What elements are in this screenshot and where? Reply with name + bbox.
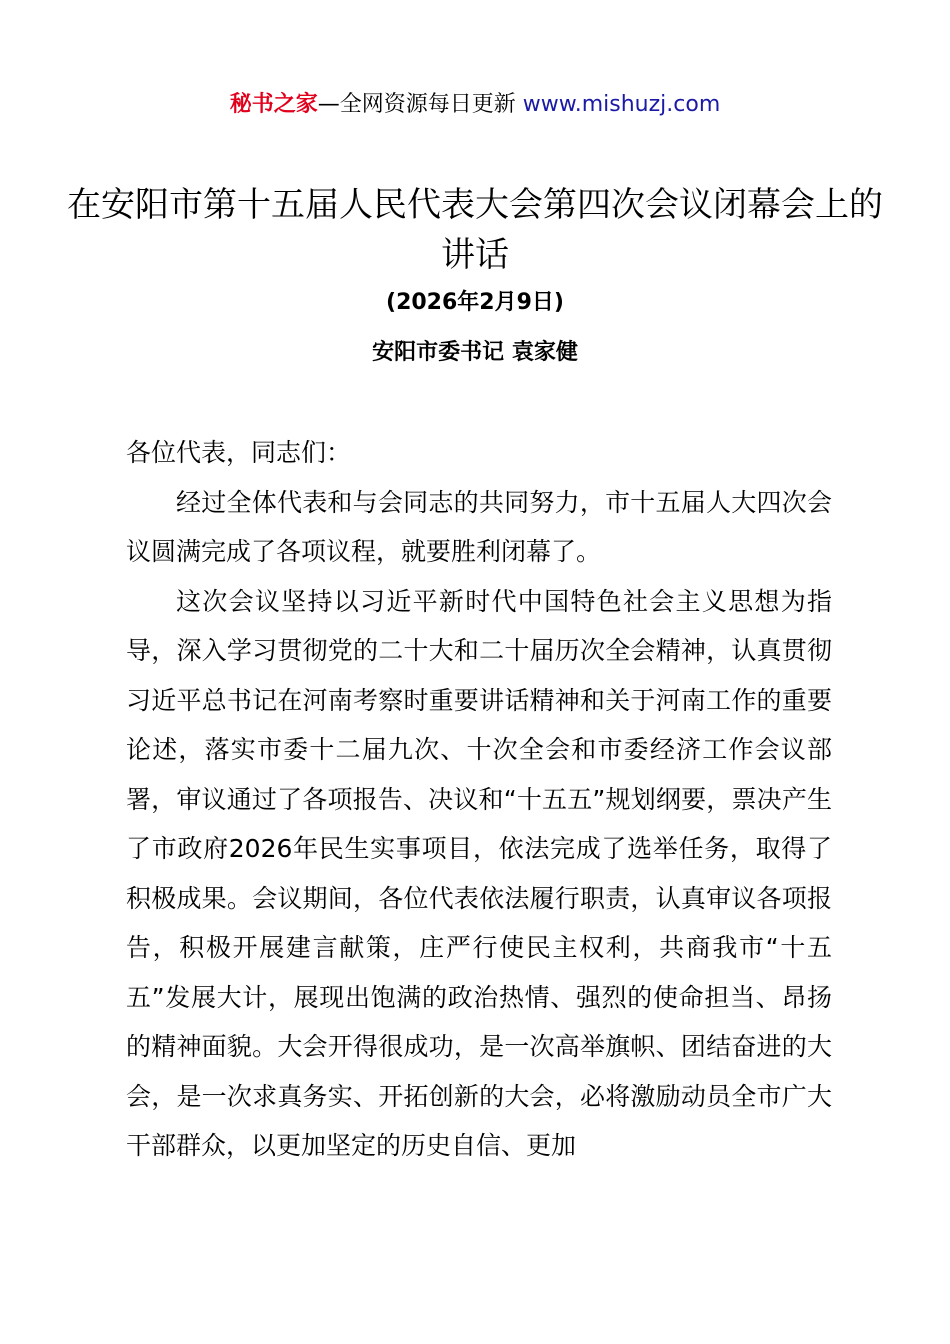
site-url-link[interactable]: www.mishuzj.com [522,92,721,117]
document-title: 在安阳市第十五届人民代表大会第四次会议闭幕会上的讲话 [67,185,883,275]
brand-name: 秘书之家 [229,92,318,117]
document-body [126,428,832,1171]
body-paragraph: 经过全体代表和与会同志的共同努力，市十五届人大四次会议圆满完成了各项议程，就要胜利闭幕了。 [126,487,832,566]
speech-author: 安阳市委书记 袁家健 [372,340,578,365]
header-tagline: —全网资源每日更新 [317,92,516,117]
speech-date: (2026年2月9日) [386,290,564,315]
site-header [0,88,950,122]
salutation: 各位代表，同志们： [126,438,352,467]
body-paragraph: 这次会议坚持以习近平新时代中国特色社会主义思想为指导，深入学习贯彻党的二十大和二十届历次全会精神，认真贯彻习近平总书记在河南考察时重要讲话精神和关于河南工作的重要论述，落实市委十二届九次、十次全会和市委经济工作会议部署，审议通过了各项报告、决议和“十五五”规划纲要，票决产生了市政府2026年民生实事项目，依法完成了选举任务，取得了积极成果。会议期间，各位代表依法履行职责，认真审议各项报告，积极开展建言献策，庄严行使民主权利，共商我市“十五五”发展大计，展现出饱满的政治热情、强烈的使命担当、昂扬的精神面貌。大会开得很成功，是一次高举旗帜、团结奋进的大会，是一次求真务实、开拓创新的大会，必将激励动员全市广大干部群众，以更加坚定的历史自信、更加 [126,586,832,1160]
